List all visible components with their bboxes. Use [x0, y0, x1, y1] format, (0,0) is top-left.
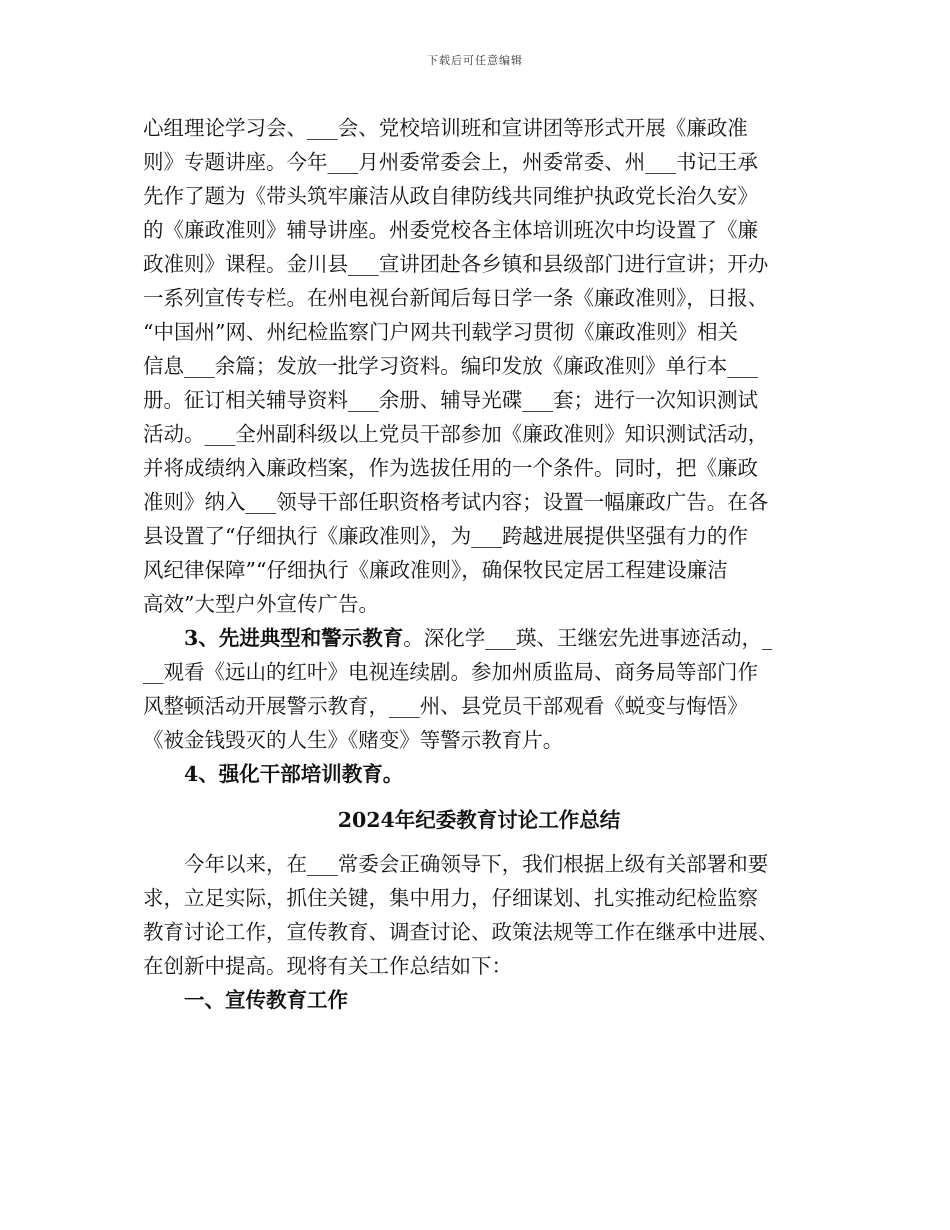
- section-heading-1: 一、宣传教育工作: [184, 988, 348, 1012]
- text-line: 教育讨论工作，宣传教育、调查讨论、政策法规等工作在继承中进展、: [143, 920, 779, 944]
- paragraph-warning-education: [143, 621, 815, 757]
- text-line: 在创新中提高。现将有关工作总结如下：: [143, 954, 512, 978]
- text-line: 则》专题讲座。今年___月州委常委会上，州委常委、州___书记王承: [143, 150, 758, 174]
- text-line: __观看《远山的红叶》电视连续剧。参加州质监局、商务局等部门作: [143, 660, 758, 684]
- document-body: [143, 111, 815, 1017]
- text-line: 今年以来，在___常委会正确领导下，我们根据上级有关部署和要: [184, 852, 769, 876]
- text-line: 县设置了“仔细执行《廉政准则》，为___跨越进展提供坚强有力的作: [143, 524, 748, 548]
- text-line: 并将成绩纳入廉政档案，作为选拔任用的一个条件。同时，把《廉政: [143, 456, 758, 480]
- text-line: [143, 621, 815, 655]
- page-header: 下载后可任意编辑: [427, 54, 523, 67]
- section-heading-4: 4、强化干部培训教育。: [184, 762, 404, 786]
- paragraph-propaganda: [143, 111, 815, 621]
- text-line: 信息___余篇；发放一批学习资料。编印发放《廉政准则》单行本___: [143, 354, 758, 378]
- text-run: 。深化学___瑛、王继宏先进事迹活动，_: [403, 626, 773, 650]
- text-line: 准则》纳入___领导干部任职资格考试内容；设置一幅廉政广告。在各: [143, 490, 769, 514]
- text-line: 心组理论学习会、___会、党校培训班和宣讲团等形式开展《廉政准: [143, 116, 748, 140]
- document-title: 2024年纪委教育讨论工作总结: [337, 808, 621, 832]
- text-line: 高效”大型户外宣传广告。: [143, 592, 379, 616]
- text-line: 政准则》课程。金川县___宣讲团赴各乡镇和县级部门进行宣讲；开办: [143, 252, 769, 276]
- text-line: 的《廉政准则》辅导讲座。州委党校各主体培训班次中均设置了《廉: [143, 218, 758, 242]
- text-line: 《被金钱毁灭的人生》《赌变》等警示教育片。: [143, 728, 564, 752]
- paragraph-intro: [143, 847, 815, 983]
- text-line: “中国州”网、州纪检监察门户网共刊载学习贯彻《廉政准则》相关: [143, 320, 738, 344]
- text-line: 活动。___全州副科级以上党员干部参加《廉政准则》知识测试活动，: [143, 422, 769, 446]
- text-line: 求，立足实际，抓住关键，集中用力，仔细谋划、扎实推动纪检监察: [143, 886, 758, 910]
- text-line: 一系列宣传专栏。在州电视台新闻后每日学一条《廉政准则》，日报、: [143, 286, 769, 310]
- text-line: 风纪律保障”“仔细执行《廉政准则》，确保牧民定居工程建设廉洁: [143, 558, 728, 582]
- text-line: 风整顿活动开展警示教育，___州、县党员干部观看《蜕变与悔悟》: [143, 694, 748, 718]
- text-line: 先作了题为《带头筑牢廉洁从政自律防线共同维护执政党长治久安》: [143, 184, 758, 208]
- section-heading-3: 3、先进典型和警示教育: [184, 626, 404, 650]
- text-line: 册。征订相关辅导资料___余册、辅导光碟___套；进行一次知识测试: [143, 388, 758, 412]
